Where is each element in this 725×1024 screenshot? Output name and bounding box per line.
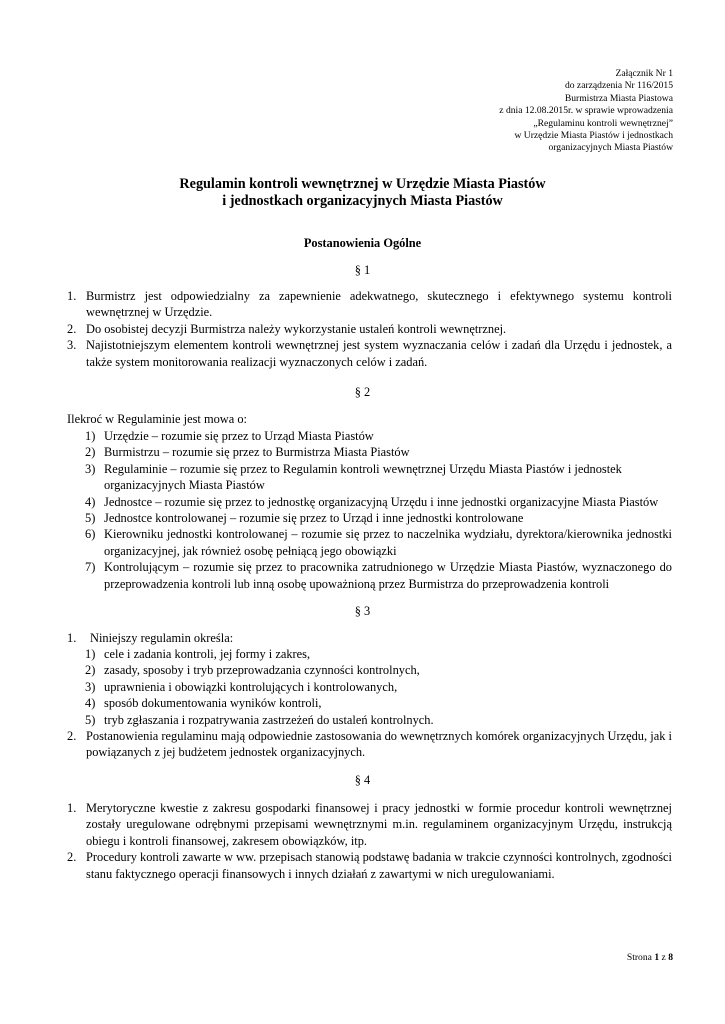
item-number: 1) bbox=[85, 647, 96, 661]
general-provisions-heading: Postanowienia Ogólne bbox=[303, 236, 422, 250]
item-number: 5) bbox=[85, 511, 96, 526]
item-text: Merytoryczne kwestie z zakresu gospodarki finansowej i pracy jednostki w formie procedur kontroli wewnętrznej zostały uregulowane odrębnymi przepisami wewnętrznymi m.in. regulaminem organizacyjnym Urzędu, instrukcją obiegu i kontroli finansowej, zakresem obowiązków, itp. bbox=[86, 801, 672, 848]
section-2-intro: Ilekroć w Regulaminie jest mowa o: bbox=[67, 412, 247, 426]
annex-line: Burmistrza Miasta Piastowa bbox=[564, 92, 673, 104]
item-text: Regulaminie – rozumie się przez to Regulamin kontroli wewnętrznej Urzędu Miasta Piastów i jednostek organizacyjnych Miasta Piastów bbox=[104, 461, 622, 493]
document-title bbox=[0, 176, 725, 210]
item-number: 2) bbox=[85, 445, 96, 460]
annex-line: organizacyjnych Miasta Piastów bbox=[548, 142, 673, 154]
annex-line: do zarządzenia Nr 116/2015 bbox=[564, 80, 673, 92]
page-of: z bbox=[661, 952, 666, 963]
annex-line: w Urzędzie Miasta Piastów i jednostkach bbox=[514, 130, 673, 142]
item-number: 3. bbox=[67, 338, 77, 353]
list-item bbox=[85, 712, 672, 728]
list-item bbox=[85, 494, 672, 510]
annex-line: Załącznik Nr 1 bbox=[615, 68, 673, 79]
item-number: 1. bbox=[67, 801, 77, 815]
item-text: tryb zgłaszania i rozpatrywania zastrzeżeń do ustaleń kontrolnych. bbox=[104, 712, 434, 727]
section-1-list bbox=[67, 288, 672, 370]
paragraph-mark-2: § 2 bbox=[354, 385, 371, 399]
item-number: 3) bbox=[85, 461, 96, 476]
list-item bbox=[85, 510, 672, 526]
list-item bbox=[85, 679, 672, 695]
page-footer bbox=[627, 952, 673, 963]
page-label: Strona bbox=[626, 952, 652, 963]
item-number: 4) bbox=[85, 494, 96, 509]
list-item bbox=[85, 428, 672, 444]
list-item bbox=[85, 444, 672, 460]
item-text: Do osobistej decyzji Burmistrza należy wykorzystanie ustaleń kontroli wewnętrznej. bbox=[86, 321, 507, 336]
item-text: Burmistrzu – rozumie się przez to Burmistrza Miasta Piastów bbox=[104, 445, 410, 460]
annex-line: „Regulaminu kontroli wewnętrznej” bbox=[533, 117, 673, 129]
section-3-list bbox=[67, 630, 672, 646]
item-text: Jednostce – rozumie się przez to jednostkę organizacyjną Urzędu i inne jednostki organizacyjne Miasta Piastów bbox=[104, 494, 659, 509]
page-number: 1 bbox=[654, 952, 660, 963]
item-number: 1. bbox=[67, 631, 77, 645]
annex-line: z dnia 12.08.2015r. w sprawie wprowadzenia bbox=[499, 105, 673, 117]
list-item bbox=[67, 321, 672, 337]
item-text: uprawnienia i obowiązki kontrolujących i kontrolowanych, bbox=[104, 679, 398, 694]
list-item bbox=[67, 800, 672, 849]
item-number: 5) bbox=[85, 712, 96, 727]
item-text: Procedury kontroli zawarte w ww. przepisach stanowią podstawę badania w trakcie czynności kontrolnych, zgodności stanu faktycznego operacji finansowych i innych działań z zawartymi w nich uregulowaniami. bbox=[86, 850, 672, 881]
item-number: 1. bbox=[67, 289, 77, 303]
item-number: 2. bbox=[67, 321, 77, 336]
paragraph-mark-3: § 3 bbox=[354, 604, 371, 618]
item-number: 2) bbox=[85, 663, 96, 678]
list-item bbox=[85, 559, 672, 592]
title-line-2: i jednostkach organizacyjnych Miasta Piastów bbox=[222, 193, 503, 209]
list-item bbox=[67, 849, 672, 882]
title-line-1: Regulamin kontroli wewnętrznej w Urzędzie Miasta Piastów bbox=[179, 176, 546, 192]
item-number: 1) bbox=[85, 429, 96, 443]
item-text: Kierowniku jednostki kontrolowanej – rozumie się przez to naczelnika wydziału, dyrektora/kierownika jednostki organizacyjnej, jak również osobę pełniącą jego obowiązki bbox=[104, 527, 672, 558]
list-item bbox=[85, 662, 672, 678]
item-text: Kontrolującym – rozumie się przez to pracownika zatrudnionego w Urzędzie Miasta Piastów, wyznaczonego do przeprowadzenia kontroli lub inną osobę upoważnioną przez Burmistrza do przeprowadzenia kontroli bbox=[104, 560, 672, 591]
list-item bbox=[85, 695, 672, 711]
item-text: Postanowienia regulaminu mają odpowiednie zastosowania do wewnętrznych komórek organizacyjnych Urzędu, jak i powiązanych z jej budżetem jednostek organizacyjnych. bbox=[86, 729, 672, 760]
item-text: Niniejszy regulamin określa: bbox=[90, 631, 234, 645]
item-number: 4) bbox=[85, 696, 96, 711]
section-4-list bbox=[67, 800, 672, 882]
item-text: sposób dokumentowania wyników kontroli, bbox=[104, 696, 322, 711]
annex-note bbox=[499, 68, 673, 155]
item-text: Urzędzie – rozumie się przez to Urząd Miasta Piastów bbox=[104, 429, 374, 443]
item-number: 2. bbox=[67, 729, 77, 743]
list-item bbox=[67, 630, 672, 646]
paragraph-mark-1: § 1 bbox=[354, 263, 371, 277]
item-text: cele i zadania kontroli, jej formy i zakres, bbox=[104, 647, 311, 661]
list-item bbox=[67, 728, 672, 761]
paragraph-mark-4: § 4 bbox=[354, 773, 371, 787]
item-text: Burmistrz jest odpowiedzialny za zapewnienie adekwatnego, skutecznego i efektywnego systemu kontroli wewnętrznej w Urzędzie. bbox=[86, 289, 672, 320]
list-item bbox=[67, 337, 672, 370]
item-text: Najistotniejszym elementem kontroli wewnętrznej jest system wyznaczania celów i zadań dla Urzędu i jednostek, a także system monitorowania realizacji wyznaczonych celów i zadań. bbox=[86, 338, 672, 369]
page-total: 8 bbox=[668, 952, 673, 963]
list-item bbox=[85, 461, 672, 494]
item-number: 2. bbox=[67, 850, 77, 865]
list-item bbox=[67, 288, 672, 321]
item-text: zasady, sposoby i tryb przeprowadzania czynności kontrolnych, bbox=[104, 663, 420, 678]
item-text: Jednostce kontrolowanej – rozumie się przez to Urząd i inne jednostki kontrolowane bbox=[104, 511, 524, 526]
item-number: 6) bbox=[85, 527, 96, 542]
section-3-list-cont bbox=[67, 728, 672, 761]
item-number: 3) bbox=[85, 679, 96, 694]
section-2-list bbox=[85, 428, 672, 592]
section-3-sublist bbox=[85, 646, 672, 728]
list-item bbox=[85, 646, 672, 662]
list-item bbox=[85, 526, 672, 559]
item-number: 7) bbox=[85, 560, 96, 575]
